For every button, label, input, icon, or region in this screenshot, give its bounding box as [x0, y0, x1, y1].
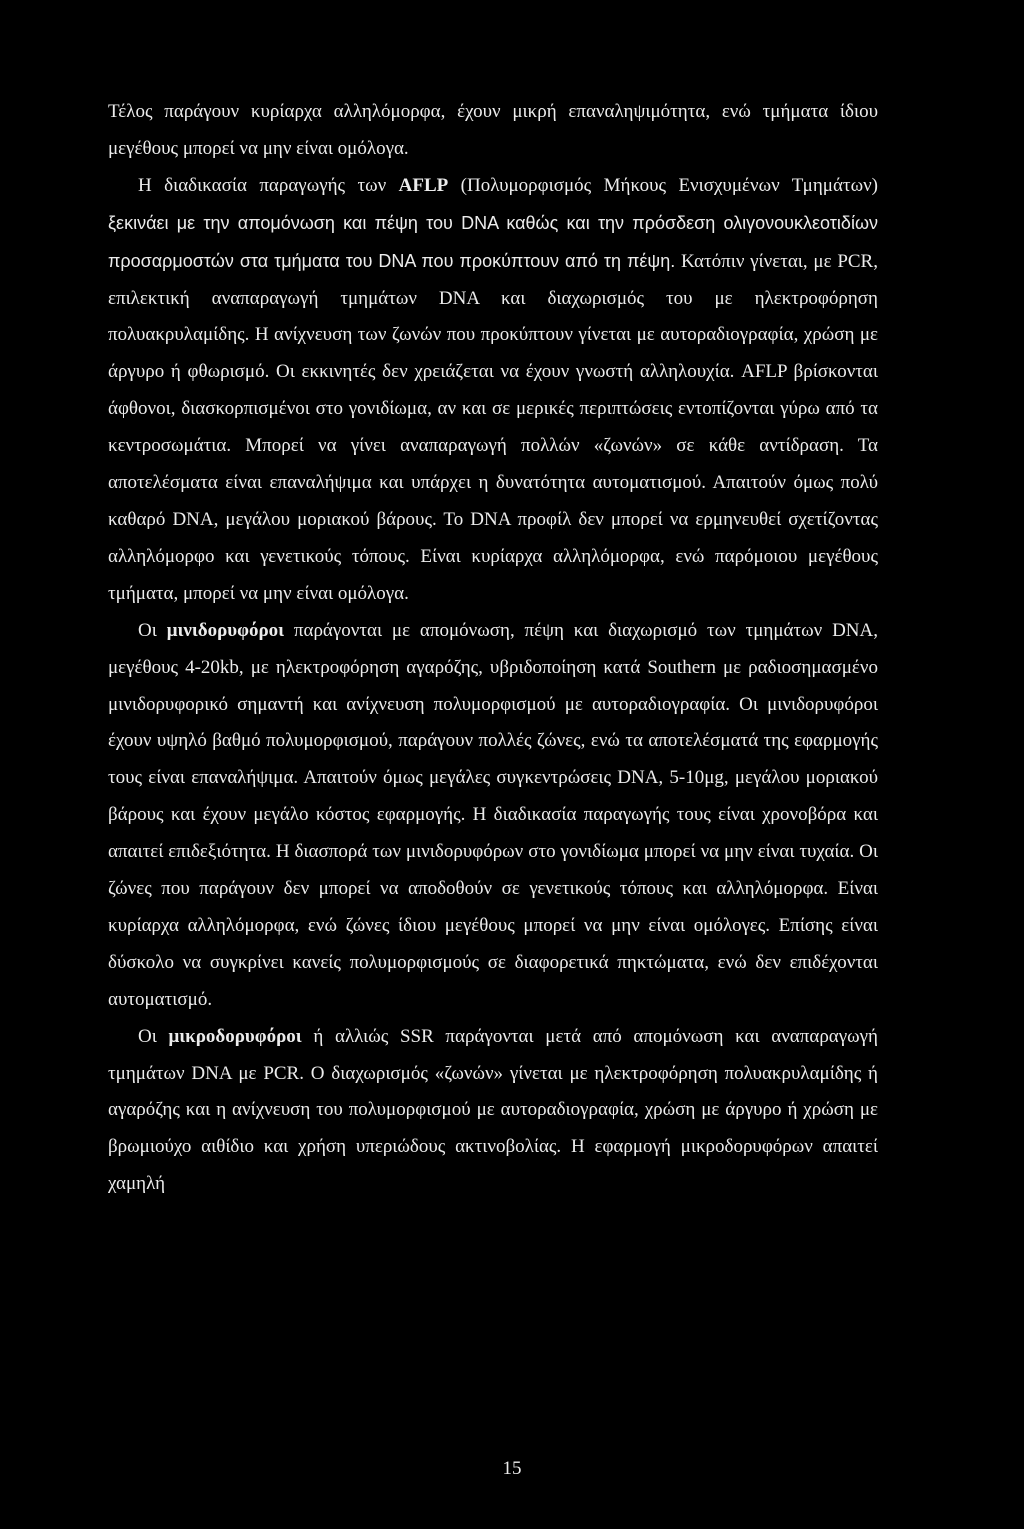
page-number: 15 [502, 1458, 522, 1479]
aflp-term: AFLP [398, 174, 449, 196]
paragraph-minisatellites [108, 613, 878, 1019]
microsatellites-intro-text: Οι [138, 1025, 169, 1047]
aflp-definition-text: (Πολυμορφισμός Μήκους Ενισχυμένων Τμημάτων) [448, 174, 878, 196]
microsatellites-term: μικροδορυφόροι [168, 1025, 302, 1047]
aflp-details-text: Κατόπιν γίνεται, με PCR, επιλεκτική αναπαραγωγή τμημάτων DNA και διαχωρισμός του με ηλεκτροφόρηση πολυακρυλαμίδης. Η ανίχνευση των ζωνών που προκύπτουν γίνεται με αυτοραδιογραφία, χρώση με άργυρο ή φθωρισμό. Οι εκκινητές δεν χρειάζεται να έχουν γνωστή αλληλουχία. AFLP βρίσκονται άφθονοι, διασκορπισμένοι στο γονιδίωμα, αν και σε μερικές περιπτώσεις εντοπίζονται γύρω από τα κεντροσωμάτια. Μπορεί να γίνει αναπαραγωγή πολλών «ζωνών» σε κάθε αντίδραση. Τα αποτελέσματα είναι επαναλήψιμα και υπάρχει η δυνατότητα αυτοματισμού. Απαιτούν όμως πολύ καθαρό DNA, μεγάλου μοριακού βάρους. Το DNA προφίλ δεν μπορεί να ερμηνευθεί σχετίζοντας αλληλόμορφο και γενετικούς τόπους. Είναι κυρίαρχα αλληλόμορφα, ενώ παρόμοιου μεγέθους τμήματα, μπορεί να μην είναι ομόλογα. [108, 250, 878, 604]
minisatellites-term: μινιδορυφόροι [166, 619, 285, 641]
body-text [108, 94, 878, 1203]
minisatellites-body-text: παράγονται με απομόνωση, πέψη και διαχωρισμό των τμημάτων DNA, μεγέθους 4-20kb, με ηλεκτροφόρηση αγαρόζης, υβριδοποίηση κατά Southern με ραδιοσημασμένο μινιδορυφορικό σημαντή και ανίχνευση πολυμορφισμού με αυτοραδιογραφία. Οι μινιδορυφόροι έχουν υψηλό βαθμό πολυμορφισμού, παράγουν πολλές ζώνες, ενώ τα αποτελέσματά της εφαρμογής τους είναι επαναλήψιμα. Απαιτούν όμως μεγάλες συγκεντρώσεις DNA, 5-10μg, μεγάλου μοριακού βάρους και έχουν μεγάλο κόστος εφαρμογής. Η διαδικασία παραγωγής τους είναι χρονοβόρα και απαιτεί επιδεξιότητα. Η διασπορά των μινιδορυφόρων στο γονιδίωμα μπορεί να μην είναι τυχαία. Οι ζώνες που παράγουν δεν μπορεί να αποδοθούν σε γενετικούς τόπους και αλληλόμορφα. Είναι κυρίαρχα αλληλόμορφα, ενώ ζώνες ίδιου μεγέθους μπορεί να μην είναι ομόλογες. Επίσης είναι δύσκολο να συγκρίνει κανείς πολυμορφισμούς σε διαφορετικά πηκτώματα, ενώ δεν επιδέχονται αυτοματισμό. [108, 619, 878, 1010]
microsatellites-body-text: ή αλλιώς SSR παράγονται μετά από απομόνωση και αναπαραγωγή τμημάτων DNA με PCR. Ο διαχωρισμός «ζωνών» γίνεται με ηλεκτροφόρηση πολυακρυλαμίδης ή αγαρόζης και η ανίχνευση του πολυμορφισμού με αυτοραδιογραφία, χρώση με άργυρο ή χρώση με βρωμιούχο αιθίδιο και χρήση υπεριώδους ακτινοβολίας. Η εφαρμογή μικροδορυφόρων απαιτεί χαμηλή [108, 1025, 878, 1195]
minisatellites-intro-text: Οι [138, 619, 167, 641]
aflp-intro-text: Η διαδικασία παραγωγής των [138, 174, 399, 196]
paragraph-microsatellites [108, 1019, 878, 1204]
aflp-procedure-text: ξεκινάει με την απομόνωση και πέψη του DNA καθώς και την πρόσδεση ολιγονουκλεοτιδίων προσαρμοστών στα τμήματα του DNA που προκύπτουν από τη πέψη. [108, 212, 878, 271]
paragraph-closing-remarks: Τέλος παράγουν κυρίαρχα αλληλόμορφα, έχουν μικρή επαναληψιμότητα, ενώ τμήματα ίδιου μεγέθους μπορεί να μην είναι ομόλογα. [108, 101, 878, 159]
paragraph-aflp [108, 168, 878, 613]
